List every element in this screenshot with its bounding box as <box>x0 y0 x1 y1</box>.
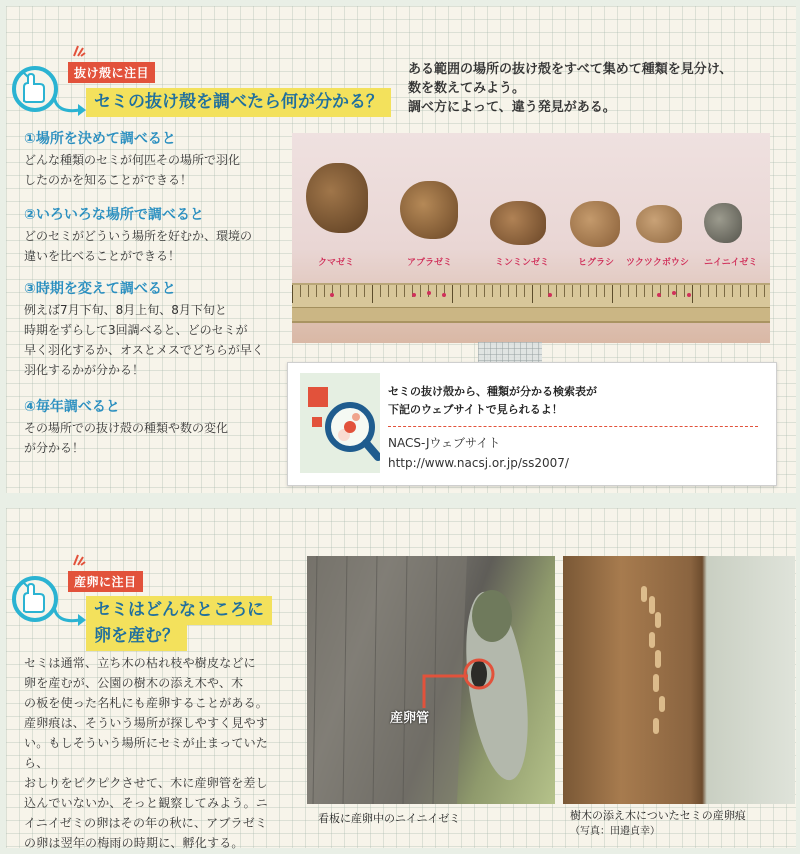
section-tag: 産卵に注目 <box>68 571 143 592</box>
section-headline: セミはどんなところに <box>86 596 272 625</box>
exuvia-tsukutsukuboushi <box>636 205 682 243</box>
body-line: イニイゼミの卵はその年の秋に、アブラゼミ <box>24 816 268 830</box>
ruler-dot <box>412 293 416 297</box>
item-body <box>24 300 284 380</box>
intro-text <box>408 60 793 117</box>
site-name: NACS-Jウェブサイト <box>388 436 501 450</box>
body-line: 卵を産むが、公園の樹木の添え木や、木 <box>24 676 244 690</box>
card-divider <box>388 426 758 427</box>
species-label: ニイニイゼミ <box>704 258 758 268</box>
exuvia-niiniizemi <box>704 203 742 243</box>
item-body <box>24 150 284 190</box>
body-line: の卵は翌年の梅雨の時期に、孵化する。 <box>24 836 244 850</box>
egg-laying-text <box>24 653 289 853</box>
item-line: 早く羽化するか、オスとメスでどちらが早く <box>24 343 264 357</box>
burst-icon <box>72 44 86 58</box>
exuvia-kumazemi <box>306 163 368 233</box>
intro-line: 調べ方によって、違う発見がある。 <box>408 100 616 115</box>
egg-marks-illustration <box>563 556 795 804</box>
magnifier-search-icon <box>300 373 380 473</box>
egg-marks-photo <box>563 556 795 804</box>
ruler <box>292 283 770 323</box>
species-label: ヒグラシ <box>578 258 615 268</box>
exuviae-photo <box>292 133 770 343</box>
exuvia-higurashi <box>570 201 620 247</box>
burst-icon <box>72 553 86 567</box>
item-line: どんな種類のセミが何匹その場所で羽化 <box>24 153 241 167</box>
card-links <box>388 433 569 473</box>
torn-edge-top <box>6 501 796 515</box>
pointing-hand-icon <box>20 71 50 105</box>
item-line: その場所での抜け殻の種類や数の変化 <box>24 421 229 435</box>
body-line: い。もしそういう場所にセミが止まっていたら、 <box>24 736 269 770</box>
item-title: ②いろいろな場所で調べると <box>24 207 204 223</box>
ruler-dot <box>548 293 552 297</box>
ruler-rail <box>292 307 770 321</box>
caption-left: 看板に産卵中のニイニイゼミ <box>318 812 461 825</box>
body-line: の板を使った名札にも産卵することがある。 <box>24 696 269 710</box>
item-line: 羽化するかが分かる！ <box>24 363 145 377</box>
ruler-dot <box>330 293 334 297</box>
intro-line: ある範囲の場所の抜け殻をすべて集めて種類を見分け、 <box>408 62 733 77</box>
item-line: が分かる！ <box>24 441 85 455</box>
caption-right: 樹木の添え木についたセミの産卵痕 <box>570 809 746 822</box>
website-info-card <box>287 362 777 486</box>
species-label: クマゼミ <box>318 258 355 268</box>
species-label: ミンミンゼミ <box>495 258 550 268</box>
section-headline: 卵を産む？ <box>86 622 187 651</box>
item-title: ③時期を変えて調べると <box>24 281 176 297</box>
pointing-hand-icon <box>20 581 50 615</box>
item-line: 違いを比べることができる！ <box>24 249 181 263</box>
ovipositor-label: 産卵管 <box>390 711 430 726</box>
site-url-link[interactable]: http://www.nacsj.or.jp/ss2007/ <box>388 456 569 470</box>
item-line: 時期をずらして3回調べると、どのセミが <box>24 323 248 337</box>
item-body <box>24 226 284 266</box>
item-line: どのセミがどういう場所を好むか、環境の <box>24 229 253 243</box>
item-line: したのかを知ることができる！ <box>24 173 193 187</box>
item-title: ①場所を決めて調べると <box>24 131 176 147</box>
ruler-dot <box>672 291 676 295</box>
body-line: 込んでいないか、そっと観察してみよう。ニ <box>24 796 269 810</box>
species-label: アブラゼミ <box>407 258 453 268</box>
photo-credit: （写真：田邉貞幸） <box>570 826 660 837</box>
ruler-ticks-major <box>292 285 770 303</box>
card-message <box>388 383 597 419</box>
species-label: ツクツクボウシ <box>626 258 689 268</box>
section-headline: セミの抜け殻を調べたら何が分かる？ <box>86 88 391 117</box>
body-line: おしりをピクピクさせて、木に産卵管を差し <box>24 776 268 790</box>
item-body <box>24 418 284 458</box>
ruler-dot <box>442 293 446 297</box>
card-line: 下記のウェブサイトで見られるよ！ <box>388 403 563 416</box>
body-line: 産卵痕は、そういう場所が探しやすく見やす <box>24 716 269 730</box>
torn-edge-top <box>6 0 796 13</box>
item-line: 例えば7月下旬、8月上旬、8月下旬と <box>24 303 227 317</box>
intro-line: 数を数えてみよう。 <box>408 81 526 96</box>
ruler-dot <box>657 293 661 297</box>
curved-arrow-icon <box>50 92 90 122</box>
card-line: セミの抜け殻から、種類が分かる検索表が <box>388 385 597 398</box>
curved-arrow-icon <box>50 602 90 632</box>
ruler-dot <box>427 291 431 295</box>
section-tag: 抜け殻に注目 <box>68 62 155 83</box>
ruler-dot <box>687 293 691 297</box>
item-title: ④毎年調べると <box>24 399 120 415</box>
exuvia-aburazemi <box>400 181 458 239</box>
body-line: セミは通常、立ち木の枯れ枝や樹皮などに <box>24 656 256 670</box>
exuvia-minminzemi <box>490 201 546 245</box>
